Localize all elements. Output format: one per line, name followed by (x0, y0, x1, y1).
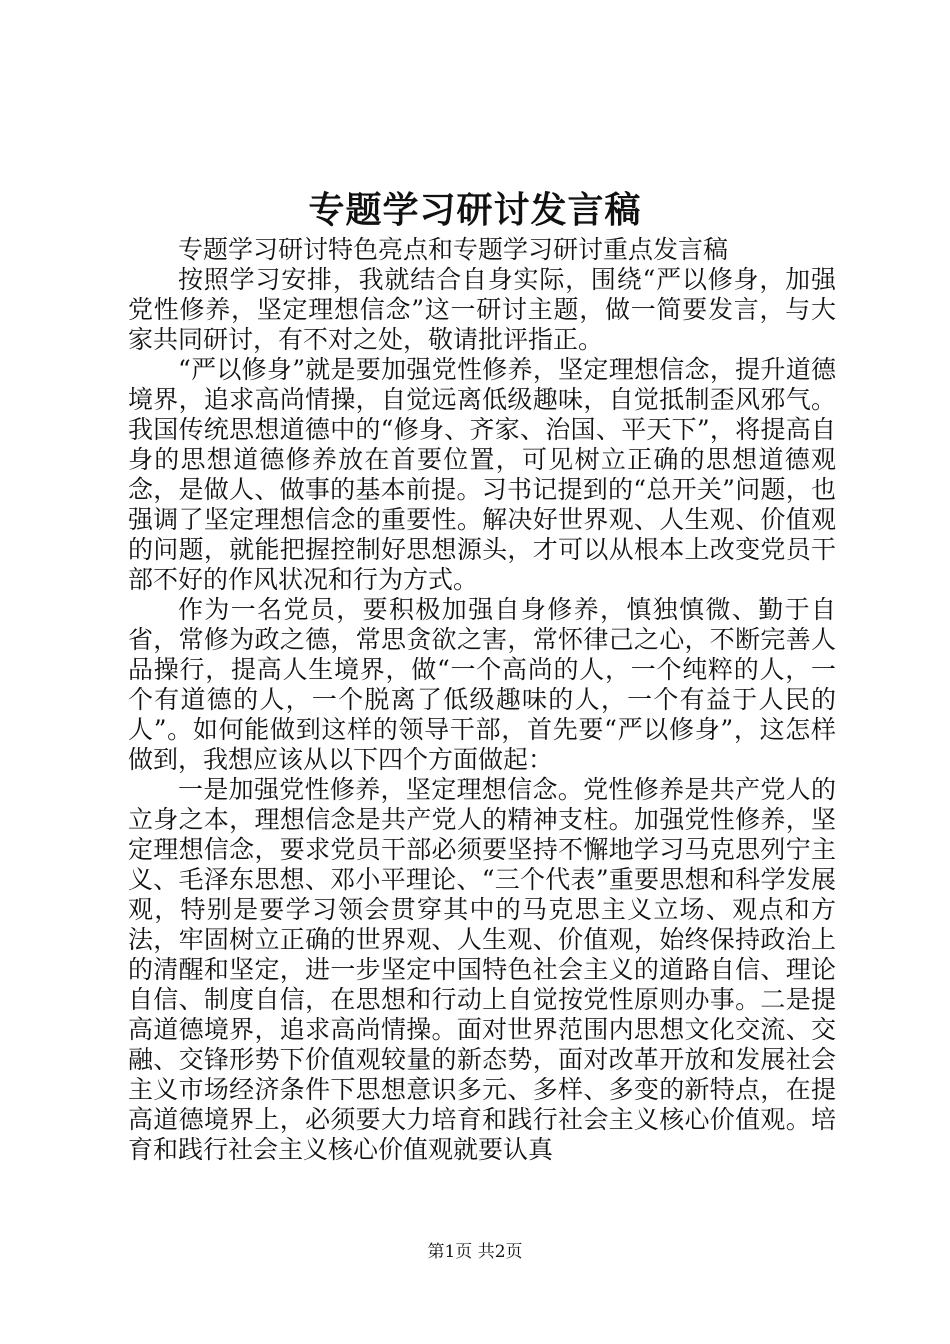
document-body (128, 235, 836, 1165)
subtitle-paragraph: 专题学习研讨特色亮点和专题学习研讨重点发言稿 (178, 235, 729, 264)
body-paragraph: “严以修身”就是要加强党性修养，坚定理想信念，提升道德境界，追求高尚情操，自觉远离低级趣味，自觉抵制歪风邪气。我国传统思想道德中的“修身、齐家、治国、平天下”，将提高自身的思想道德修养放在首要位置，可见树立正确的思想道德观念，是做人、做事的基本前提。习书记提到的“总开关”问题，也强调了坚定理想信念的重要性。解决好世界观、人生观、价值观的问题，就能把握控制好思想源头，才可以从根本上改变党员干部不好的作风状况和行为方式。 (128, 355, 836, 594)
document-title: 专题学习研讨发言稿 (308, 189, 642, 231)
page-number-footer: 第1页 共2页 (427, 1242, 523, 1262)
body-paragraph: 按照学习安排，我就结合自身实际，围绕“严以修身，加强党性修养，坚定理想信念”这一研讨主题，做一简要发言，与大家共同研讨，有不对之处，敬请批评指正。 (128, 265, 836, 354)
body-paragraph: 一是加强党性修养，坚定理想信念。党性修养是共产党人的立身之本，理想信念是共产党人的精神支柱。加强党性修养，坚定理想信念，要求党员干部必须要坚持不懈地学习马克思列宁主义、毛泽东思想、邓小平理论、“三个代表”重要思想和科学发展观，特别是要学习领会贯穿其中的马克思主义立场、观点和方法，牢固树立正确的世界观、人生观、价值观，始终保持政治上的清醒和坚定，进一步坚定中国特色社会主义的道路自信、理论自信、制度自信，在思想和行动上自觉按党性原则办事。二是提高道德境界，追求高尚情操。面对世界范围内思想文化交流、交融、交锋形势下价值观较量的新态势，面对改革开放和发展社会主义市场经济条件下思想意识多元、多样、多变的新特点，在提高道德境界上，必须要大力培育和践行社会主义核心价值观。培育和践行社会主义核心价值观就要认真 (128, 775, 836, 1164)
body-paragraph: 作为一名党员，要积极加强自身修养，慎独慎微、勤于自省，常修为政之德，常思贪欲之害，常怀律己之心，不断完善人品操行，提高人生境界，做“一个高尚的人，一个纯粹的人，一个有道德的人，一个脱离了低级趣味的人，一个有益于人民的人”。如何能做到这样的领导干部，首先要“严以修身”，这怎样做到，我想应该从以下四个方面做起： (128, 595, 836, 774)
